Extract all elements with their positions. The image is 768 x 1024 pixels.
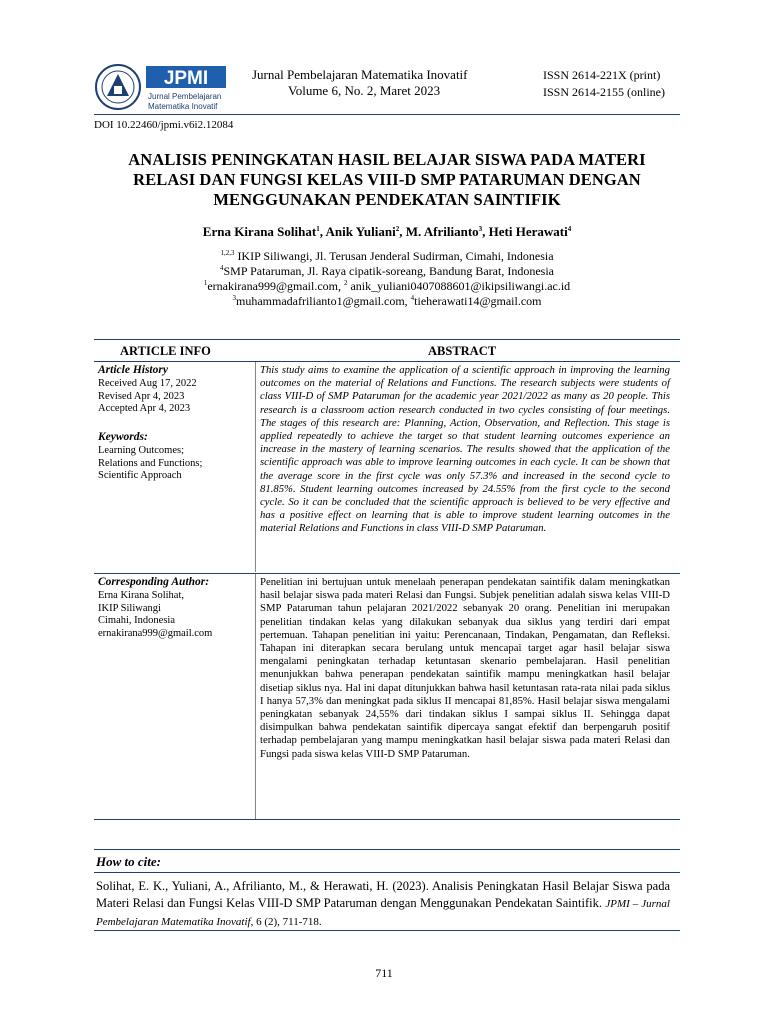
article-info-heading: ARTICLE INFO — [120, 344, 211, 358]
how-to-cite-heading: How to cite: — [96, 854, 161, 869]
svg-text:Jurnal Pembelajaran: Jurnal Pembelajaran — [148, 92, 222, 101]
abstract-indonesian: Penelitian ini bertujuan untuk menelaah penerapan pendekatan saintifik dalam meningkatkan hasil belajar siswa pada materi Relasi dan Fungsi. Subjek penelitian adalah siswa kelas VIII-D SMP Pataruman tahun pelajaran 2021/2022 sebanyak 20 orang. Penelitian ini merupakan penelitian tindakan kelas yang dilakukan sebanyak dua siklus yang terdiri dari empat pertemuan. Tahapan penelitian ini yaitu: Perencanaan, Tindakan, Pengamatan, dan Refleksi. Tahapan ini diterapkan secara berulang untuk mencapai target agar hasil belajar siswa mengalami peningkatan terhadap ketuntasan skenario pembelajaran. Hasil penelitian menunjukkan bahwa penerapan pendekatan saintifik mampu meningkatkan hasil belajar disetiap siklus nya. Hal ini dapat ditunjukkan bahwa hasil ketuntasan rata-rata nilai pada siklus I hanya 57,3% dan meningkat pada siklus II mencapai 81,85%. Hasil belajar siswa mengalami peningkatan sebanyak 24,55% dari tindakan siklus I sampai siklus II. Sehingga dapat disimpulkan bahwa pendekatan saintifik dipercaya sangat efektif dan berpengaruh positif terhadap pembelajaran yang mampu meningkatkan hasil belajar siswa pada materi Relasi dan Fungsi pada siswa kelas VIII-D SMP Pataruman. — [260, 576, 670, 760]
cite-bottom-rule — [94, 930, 680, 931]
emails-1: $^1$ernakirana999@gmail.com, $^2$ anik_yuliani0407088601@ikipsiliwangi.ac.id — [203, 279, 571, 293]
doi: DOI 10.22460/jpmi.v6i2.12084 — [94, 119, 234, 131]
header-divider — [94, 114, 680, 115]
paper-title: ANALISIS PENINGKATAN HASIL BELAJAR SISWA PADA MATERI RELASI DAN FUNGSI KELAS VIII-D SMP PATARUMAN DENGAN MENGGUNAKAN PENDEKATAN SAINTIFIK — [128, 150, 646, 209]
cite-top-rule — [94, 849, 680, 850]
citation-text: Solihat, E. K., Yuliani, A., Afrilianto, M., & Herawati, H. (2023). Analisis Peningkatan Hasil Belajar Siswa pada Materi Relasi dan Fungsi Kelas VIII-D SMP Pataruman dengan Menggunakan Pendekatan Saintifik. JPMI – Jurnal Pembelajaran Matematika Inovatif, 6 (2), 711-718. — [96, 879, 670, 928]
keywords-list: Learning Outcomes; Relations and Functions; Scientific Approach — [98, 445, 203, 482]
journal-title: Jurnal Pembelajaran Matematika Inovatif — [252, 67, 468, 82]
page-number: 711 — [375, 966, 393, 980]
emails-2: $^3$muhammadafrilianto1@gmail.com, $^4$tieherawati14@gmail.com — [232, 294, 542, 308]
svg-text:Matematika Inovatif: Matematika Inovatif — [148, 102, 218, 111]
author-list: Erna Kirana Solihat$^1$, Anik Yuliani$^2$, M. Afrilianto$^3$, Heti Herawati$^4$ — [202, 224, 572, 239]
issn-print: ISSN 2614-221X (print) — [543, 68, 661, 82]
table-bottom-rule — [94, 819, 680, 820]
affiliation-1: $^{1,2,3}$ IKIP Siliwangi, Jl. Terusan Jenderal Sudirman, Cimahi, Indonesia — [220, 249, 554, 263]
column-divider-upper — [255, 362, 256, 572]
affiliation-2: $^4$SMP Pataruman, Jl. Raya cipatik-soreang, Bandung Barat, Indonesia — [220, 264, 554, 278]
abstract-heading: ABSTRACT — [428, 344, 497, 358]
article-history-label: Article History — [98, 364, 168, 376]
issn-online: ISSN 2614-2155 (online) — [543, 85, 665, 99]
abstract-english: This study aims to examine the application of a scientific approach in improving the learning outcomes on the material of Relations and Functions. The research subjects were students of class VIII-D of SMP Pataruman for the academic year 2021/2022 as many as 20 people. This research is a classroom action research conducted in two cycles consisting of four meetings. The stages of this research are: Planning, Action, Observation, and Reflection. This stage is applied repeatedly to achieve the target so that student learning outcomes experience an increase in the mastery of learning scenarios. The results showed that the application of the scientific approach was able to improve learning outcomes in each cycle. It can be shown that the average score in the first cycle was only 57.3% and increased in the second cycle to 81.85%. Student learning outcomes increased by 24.55% from the first cycle to the second cycle. So it can be concluded that the scientific approach is believed to be very effective and has a positive effect on learning that is able to improve student learning outcomes in the material Relations and Functions in class VIII-D SMP Pataruman. — [260, 364, 670, 535]
corresponding-author-label: Corresponding Author: — [98, 576, 210, 588]
journal-logo — [94, 62, 232, 112]
cite-head-rule — [94, 872, 680, 873]
corresponding-author: Erna Kirana Solihat, IKIP Siliwangi Cimahi, Indonesia ernakirana999@gmail.com — [98, 590, 213, 640]
table-mid-rule — [94, 573, 680, 574]
journal-volume: Volume 6, No. 2, Maret 2023 — [288, 83, 441, 98]
svg-text:JPMI: JPMI — [163, 68, 209, 89]
keywords-label: Keywords: — [98, 431, 148, 443]
table-top-rule — [94, 339, 680, 340]
column-divider-lower — [255, 574, 256, 819]
article-history: Received Aug 17, 2022 Revised Apr 4, 2023 Accepted Apr 4, 2023 — [98, 378, 197, 415]
table-head-rule — [94, 361, 680, 362]
